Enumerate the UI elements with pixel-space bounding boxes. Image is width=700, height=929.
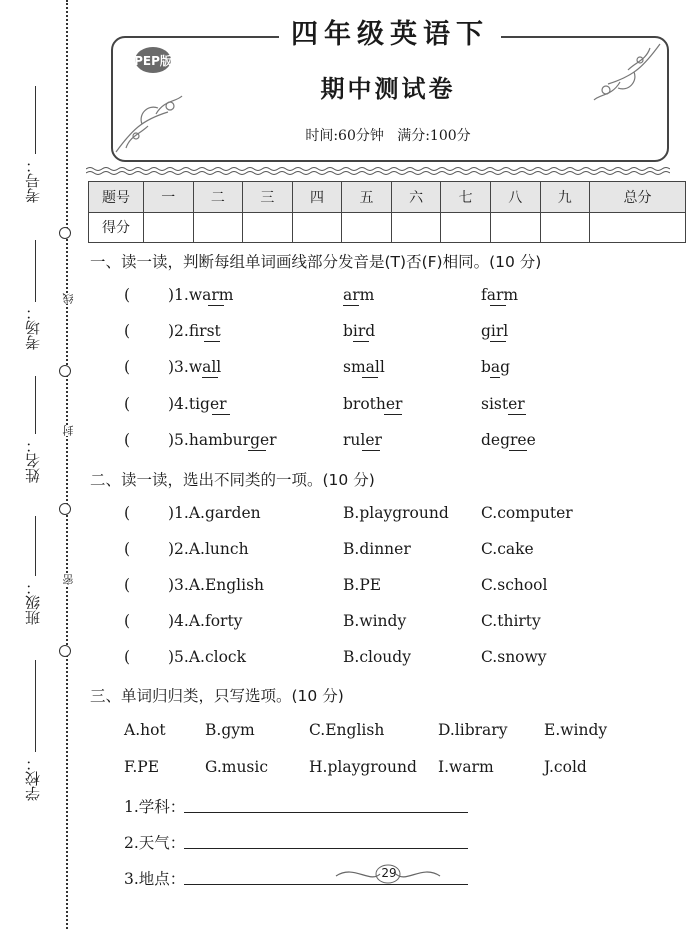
sound-underline bbox=[362, 377, 378, 378]
sound-underline bbox=[490, 341, 506, 342]
option-c: C.cake bbox=[481, 540, 534, 558]
binding-circle bbox=[59, 503, 71, 515]
kaochang-blank bbox=[35, 240, 36, 302]
s2-item-2 bbox=[168, 540, 249, 558]
sound-underline bbox=[248, 450, 266, 451]
school-label: 学校： bbox=[24, 756, 42, 801]
binding-circle bbox=[59, 645, 71, 657]
word: girl bbox=[481, 322, 509, 340]
item-number: )4. bbox=[168, 395, 189, 413]
option-warm: I.warm bbox=[438, 758, 494, 776]
score-table-header-cell: 七 bbox=[441, 182, 491, 213]
seal-char-xian: 线 bbox=[62, 293, 75, 304]
s1-item-4 bbox=[168, 395, 227, 413]
option-pe: F.PE bbox=[124, 758, 160, 776]
sound-underline bbox=[212, 414, 230, 415]
word: sister bbox=[481, 395, 525, 413]
section2-title: 二、读一读，选出不同类的一项。(10 分) bbox=[90, 471, 375, 489]
score-table-header-cell: 四 bbox=[292, 182, 342, 213]
sound-underline bbox=[202, 377, 218, 378]
category-label: 2.天气： bbox=[124, 834, 186, 852]
item-number: )5. bbox=[168, 431, 189, 449]
exam-info bbox=[111, 125, 665, 145]
category-label: 1.学科： bbox=[124, 798, 186, 816]
item-number: )2. bbox=[168, 540, 189, 558]
category-label: 3.地点： bbox=[124, 870, 186, 888]
score-row-label: 得分 bbox=[89, 212, 144, 243]
kaohao-blank bbox=[35, 86, 36, 154]
option-a: A.lunch bbox=[188, 540, 249, 558]
word: warm bbox=[188, 286, 234, 304]
score-cell[interactable] bbox=[540, 212, 590, 243]
subject-answer-line[interactable] bbox=[184, 812, 468, 813]
name-label: 姓名： bbox=[24, 438, 42, 483]
score-table-header-cell: 五 bbox=[342, 182, 392, 213]
exam-title: 期中测试卷 bbox=[320, 75, 456, 103]
option-english: C.English bbox=[309, 721, 385, 739]
option-a: A.English bbox=[188, 576, 265, 594]
answer-bracket[interactable]: ( bbox=[124, 395, 131, 413]
option-a: A.forty bbox=[188, 612, 243, 630]
score-table-header-row bbox=[89, 182, 686, 213]
sound-underline bbox=[343, 305, 359, 306]
word: bag bbox=[481, 358, 511, 376]
time-info: 时间:60分钟 bbox=[305, 128, 384, 144]
answer-bracket[interactable]: ( bbox=[124, 322, 131, 340]
word: bird bbox=[343, 322, 376, 340]
option-b: B.PE bbox=[343, 576, 382, 594]
option-a: A.garden bbox=[188, 504, 261, 522]
score-table-score-row bbox=[89, 212, 686, 243]
option-a: A.clock bbox=[188, 648, 247, 666]
score-cell[interactable] bbox=[144, 212, 194, 243]
option-b: B.windy bbox=[343, 612, 407, 630]
score-table-header-cell: 二 bbox=[193, 182, 243, 213]
page-number: 29 bbox=[381, 866, 397, 880]
item-number: )4. bbox=[168, 612, 189, 630]
answer-bracket[interactable]: ( bbox=[124, 648, 131, 666]
option-c: C.computer bbox=[481, 504, 573, 522]
score-cell[interactable] bbox=[342, 212, 392, 243]
word: ruler bbox=[343, 431, 382, 449]
score-table bbox=[88, 181, 686, 243]
option-b: B.playground bbox=[343, 504, 449, 522]
answer-bracket[interactable]: ( bbox=[124, 504, 131, 522]
item-number: )1. bbox=[168, 286, 189, 304]
sound-underline bbox=[490, 377, 500, 378]
class-blank bbox=[35, 516, 36, 576]
class-label: 班级： bbox=[24, 580, 42, 625]
answer-bracket[interactable]: ( bbox=[124, 612, 131, 630]
score-cell[interactable] bbox=[590, 212, 686, 243]
word: hamburger bbox=[188, 431, 277, 449]
s1-item-1 bbox=[168, 286, 233, 304]
answer-bracket[interactable]: ( bbox=[124, 358, 131, 376]
score-table-header-cell: 三 bbox=[243, 182, 293, 213]
seal-char-mi: 密 bbox=[62, 574, 75, 585]
score-cell[interactable] bbox=[292, 212, 342, 243]
word: wall bbox=[188, 358, 222, 376]
item-number: )5. bbox=[168, 648, 189, 666]
score-cell[interactable] bbox=[193, 212, 243, 243]
category-place bbox=[124, 867, 185, 889]
option-b: B.cloudy bbox=[343, 648, 411, 666]
binding-dotted-line bbox=[66, 0, 68, 929]
option-b: B.dinner bbox=[343, 540, 411, 558]
answer-bracket[interactable]: ( bbox=[124, 576, 131, 594]
category-weather bbox=[124, 831, 185, 853]
wavy-divider bbox=[86, 166, 670, 176]
sound-underline bbox=[509, 450, 527, 451]
sound-underline bbox=[384, 414, 402, 415]
word: first bbox=[188, 322, 221, 340]
item-number: )1. bbox=[168, 504, 189, 522]
score-cell[interactable] bbox=[243, 212, 293, 243]
word: tiger bbox=[188, 395, 227, 413]
option-c: C.snowy bbox=[481, 648, 547, 666]
answer-bracket[interactable]: ( bbox=[124, 540, 131, 558]
kaochang-label: 考场： bbox=[24, 305, 42, 350]
sound-underline bbox=[490, 305, 506, 306]
option-music: G.music bbox=[205, 758, 269, 776]
category-subject bbox=[124, 795, 185, 817]
section3-title: 三、单词归归类，只写选项。(10 分) bbox=[90, 687, 344, 705]
option-library: D.library bbox=[438, 721, 508, 739]
score-table-header-cell: 一 bbox=[144, 182, 194, 213]
pep-badge-text: PEP版 bbox=[134, 54, 172, 68]
binding-circle bbox=[59, 365, 71, 377]
s1-item-2 bbox=[168, 322, 221, 340]
answer-bracket[interactable]: ( bbox=[124, 286, 131, 304]
s2-item-3 bbox=[168, 576, 264, 594]
word: degree bbox=[481, 431, 536, 449]
score-cell[interactable] bbox=[441, 212, 491, 243]
section1-title: 一、读一读，判断每组单词画线部分发音是(T)否(F)相同。(10 分) bbox=[90, 253, 542, 271]
option-c: C.school bbox=[481, 576, 548, 594]
s2-item-5 bbox=[168, 648, 246, 666]
score-info: 满分:100分 bbox=[397, 128, 471, 144]
answer-bracket[interactable]: ( bbox=[124, 431, 131, 449]
score-table-header-cell: 九 bbox=[540, 182, 590, 213]
seal-char-feng: 封 bbox=[62, 425, 75, 436]
option-cold: J.cold bbox=[544, 758, 587, 776]
option-playground: H.playground bbox=[309, 758, 417, 776]
sound-underline bbox=[208, 305, 224, 306]
word: brother bbox=[343, 395, 403, 413]
score-table-header-cell: 题号 bbox=[89, 182, 144, 213]
item-number: )3. bbox=[168, 576, 189, 594]
sound-underline bbox=[353, 341, 369, 342]
grade-banner bbox=[279, 8, 501, 54]
word: farm bbox=[481, 286, 519, 304]
score-cell[interactable] bbox=[490, 212, 540, 243]
item-number: )2. bbox=[168, 322, 189, 340]
option-hot: A.hot bbox=[124, 721, 166, 739]
school-blank bbox=[35, 660, 36, 752]
grade-title: 四年级英语下 bbox=[291, 19, 489, 50]
score-table-header-cell: 六 bbox=[391, 182, 441, 213]
s2-item-4 bbox=[168, 612, 242, 630]
item-number: )3. bbox=[168, 358, 189, 376]
score-table-header-cell: 总分 bbox=[590, 182, 686, 213]
word: small bbox=[343, 358, 385, 376]
option-gym: B.gym bbox=[205, 721, 255, 739]
sound-underline bbox=[204, 341, 220, 342]
option-windy: E.windy bbox=[544, 721, 608, 739]
score-cell[interactable] bbox=[391, 212, 441, 243]
name-blank bbox=[35, 376, 36, 434]
binding-circle bbox=[59, 227, 71, 239]
weather-answer-line[interactable] bbox=[184, 848, 468, 849]
s2-item-1 bbox=[168, 504, 261, 522]
s1-item-3 bbox=[168, 358, 221, 376]
s1-item-5 bbox=[168, 431, 277, 449]
option-c: C.thirty bbox=[481, 612, 541, 630]
sound-underline bbox=[362, 450, 380, 451]
sound-underline bbox=[508, 414, 526, 415]
score-table-header-cell: 八 bbox=[490, 182, 540, 213]
kaohao-label: 考号： bbox=[24, 158, 42, 203]
word: arm bbox=[343, 286, 375, 304]
